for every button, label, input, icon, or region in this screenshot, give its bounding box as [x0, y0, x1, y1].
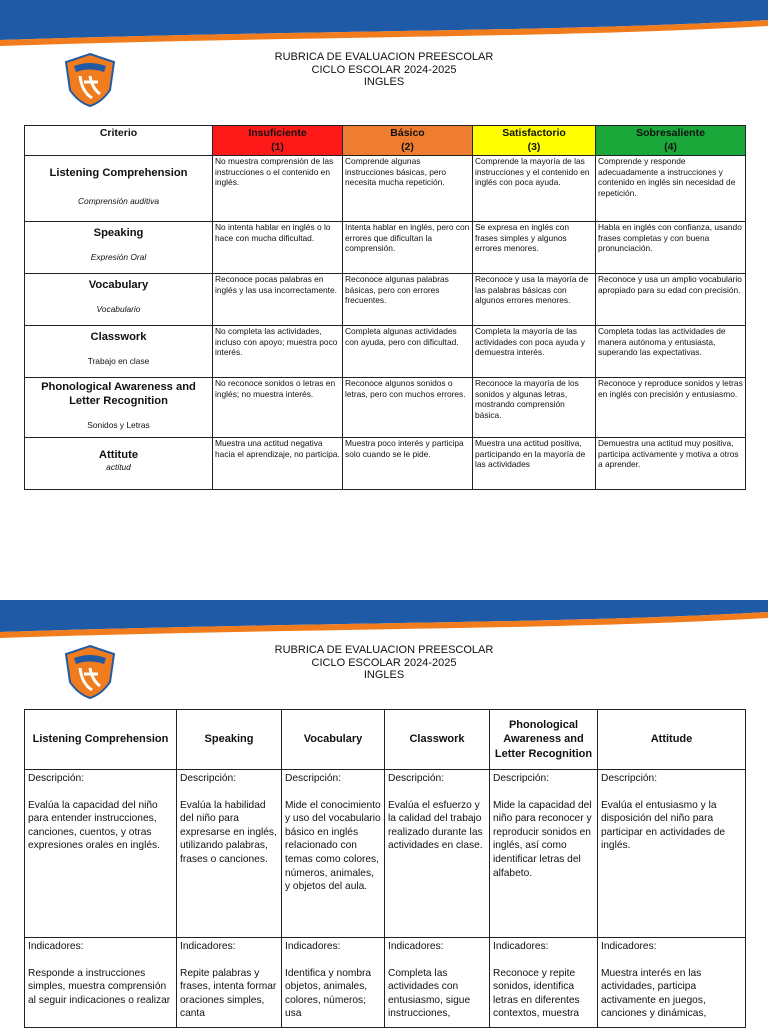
header-subject: INGLES: [363, 669, 405, 681]
rubric-cell: Reconoce algunas palabras básicas, pero con errores frecuentes.: [343, 274, 473, 326]
indicator-cell: Indicadores: Muestra interés en las actividades, participa activamente en juegos, canciones y dinámicas,: [598, 938, 746, 1028]
description-cell: Descripción: Evalúa la habilidad del niño para expresarse en inglés, utilizando palabras, frases o canciones.: [177, 770, 282, 938]
indicator-cell: Indicadores: Reconoce y repite sonidos, identifica letras en diferentes contextos, muestra: [490, 938, 598, 1028]
rubric-cell: No intenta hablar en inglés o lo hace con mucha dificultad.: [213, 222, 343, 274]
table-row: [25, 938, 746, 1028]
header-band: [0, 0, 768, 48]
description-table: [24, 709, 746, 1028]
rubric-cell: Comprende y responde adecuadamente a instrucciones y contenido en inglés sin necesidad de repetición.: [596, 156, 746, 222]
table-row: [25, 156, 746, 222]
header-school-year: CICLO ESCOLAR 2024-2025: [311, 656, 457, 669]
rubric-cell: Se expresa en inglés con frases simples y algunos errores menores.: [473, 222, 596, 274]
col-header: Vocabulary: [282, 710, 385, 770]
description-header-row: [25, 710, 746, 770]
col-header: Phonological Awareness and Letter Recognition: [490, 710, 598, 770]
col-header: Classwork: [385, 710, 490, 770]
col-header: Attitude: [598, 710, 746, 770]
rubric-cell: No muestra comprensión de las instrucciones o el contenido en inglés.: [213, 156, 343, 222]
rubric-cell: Habla en inglés con confianza, usando frases completas y con buena pronunciación.: [596, 222, 746, 274]
rubric-cell: Reconoce y reproduce sonidos y letras en inglés con precisión y entusiasmo.: [596, 378, 746, 438]
indicator-cell: Indicadores: Identifica y nombra objetos, animales, colores, números; usa: [282, 938, 385, 1028]
rubric-cell: Muestra poco interés y participa solo cuando se le pide.: [343, 438, 473, 490]
level-satisfactorio-header: Satisfactorio (3): [473, 126, 596, 156]
page-gap: [0, 582, 768, 592]
table-row: [25, 274, 746, 326]
rubric-cell: Intenta hablar en inglés, pero con errores que dificultan la comprensión.: [343, 222, 473, 274]
description-cell: Descripción: Evalúa la capacidad del niño para entender instrucciones, canciones, cuentos, y otras expresiones orales en inglés.: [25, 770, 177, 938]
rubric-table: [24, 125, 746, 490]
rubric-cell: Completa la mayoría de las actividades con poca ayuda y demuestra interés.: [473, 326, 596, 378]
rubric-cell: No reconoce sonidos o letras en inglés; no muestra interés.: [213, 378, 343, 438]
col-header: Speaking: [177, 710, 282, 770]
description-cell: Descripción: Evalúa el entusiasmo y la disposición del niño para participar en actividades de inglés.: [598, 770, 746, 938]
document-header: [0, 644, 768, 682]
rubric-cell: Comprende algunas instrucciones básicas, pero necesita mucha repetición.: [343, 156, 473, 222]
criterion-cell: Listening Comprehension Comprensión auditiva: [25, 156, 213, 222]
criterion-cell: Attitute actitud: [25, 438, 213, 490]
description-cell: Descripción: Evalúa el esfuerzo y la calidad del trabajo realizado durante las actividades en clase.: [385, 770, 490, 938]
criterion-cell: Speaking Expresión Oral: [25, 222, 213, 274]
header-title: RUBRICA DE EVALUACION PREESCOLAR: [274, 644, 494, 656]
description-cell: Descripción: Mide la capacidad del niño para reconocer y reproducir sonidos en inglés, así como identificar letras del alfabeto.: [490, 770, 598, 938]
rubric-cell: Comprende la mayoría de las instrucciones y el contenido en inglés con poca ayuda.: [473, 156, 596, 222]
rubric-cell: No completa las actividades, incluso con apoyo; muestra poco interés.: [213, 326, 343, 378]
description-cell: Descripción: Mide el conocimiento y uso del vocabulario básico en inglés relacionado con temas como colores, números, animales, y objetos del aula.: [282, 770, 385, 938]
criterio-header: Criterio: [25, 126, 213, 156]
criterion-cell: Classwork Trabajo en clase: [25, 326, 213, 378]
col-header: Listening Comprehension: [25, 710, 177, 770]
rubric-cell: Reconoce y usa un amplio vocabulario apropiado para su edad con precisión.: [596, 274, 746, 326]
rubric-cell: Completa algunas actividades con ayuda, pero con dificultad.: [343, 326, 473, 378]
indicator-cell: Indicadores: Responde a instrucciones simples, muestra comprensión al seguir indicaciones o realizar: [25, 938, 177, 1028]
rubric-cell: Reconoce la mayoría de los sonidos y algunas letras, mostrando comprensión básica.: [473, 378, 596, 438]
level-insuficiente-header: Insuficiente (1): [213, 126, 343, 156]
rubric-cell: Completa todas las actividades de manera autónoma y entusiasta, superando las expectativas.: [596, 326, 746, 378]
indicator-cell: Indicadores: Repite palabras y frases, intenta formar oraciones simples, canta: [177, 938, 282, 1028]
criterion-cell: Phonological Awareness and Letter Recognition Sonidos y Letras: [25, 378, 213, 438]
rubric-cell: Reconoce y usa la mayoría de las palabras básicas con algunos errores menores.: [473, 274, 596, 326]
header-band: [0, 592, 768, 640]
table-row: [25, 378, 746, 438]
level-sobresaliente-header: Sobresaliente (4): [596, 126, 746, 156]
table-row: [25, 222, 746, 274]
rubric-cell: Muestra una actitud positiva, participando en la mayoría de las actividades: [473, 438, 596, 490]
criterion-cell: Vocabulary Vocabulario: [25, 274, 213, 326]
table-row: [25, 438, 746, 490]
rubric-header-row: [25, 126, 746, 156]
header-title: RUBRICA DE EVALUACION PREESCOLAR: [274, 51, 494, 63]
header-school-year: CICLO ESCOLAR 2024-2025: [311, 63, 457, 76]
rubric-cell: Reconoce pocas palabras en inglés y las usa incorrectamente.: [213, 274, 343, 326]
document-header: [0, 51, 768, 89]
rubric-cell: Reconoce algunos sonidos o letras, pero con muchos errores.: [343, 378, 473, 438]
rubric-cell: Muestra una actitud negativa hacia el aprendizaje, no participa.: [213, 438, 343, 490]
table-row: [25, 326, 746, 378]
level-basico-header: Básico (2): [343, 126, 473, 156]
table-row: [25, 770, 746, 938]
indicator-cell: Indicadores: Completa las actividades con entusiasmo, sigue instrucciones,: [385, 938, 490, 1028]
header-subject: INGLES: [363, 76, 405, 88]
rubric-cell: Demuestra una actitud muy positiva, participa activamente y motiva a otros a aprender.: [596, 438, 746, 490]
